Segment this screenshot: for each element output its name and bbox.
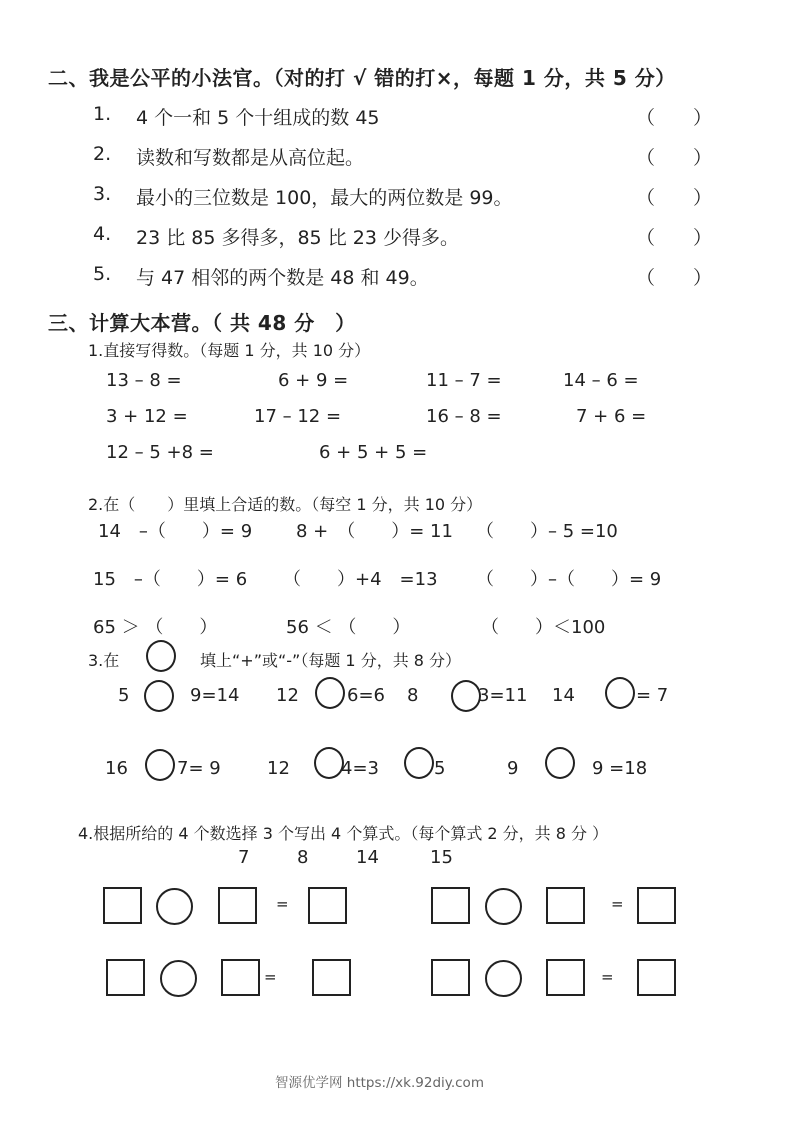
part3-title-a: 3.在 — [88, 651, 120, 670]
tf-item-5-num: 5. — [93, 263, 112, 285]
part4-title: 4.根据所给的 4 个数选择 3 个写出 4 个算式。（每个算式 2 分，共 8 分 ） — [78, 824, 609, 843]
tf-item-4-text: 23 比 85 多得多，85 比 23 少得多。 — [136, 227, 459, 249]
answer-box[interactable] — [546, 959, 585, 996]
footer-watermark: 智源优学网 https://xk.92diy.com — [275, 1075, 484, 1091]
operator-circle-1[interactable] — [144, 680, 174, 712]
tf-item-4-answer[interactable]: （ ） — [636, 227, 713, 249]
calc-eq-1: 13 – 8 = — [106, 370, 182, 391]
op-r2-d-right: 9 =18 — [592, 758, 648, 779]
answer-box[interactable] — [106, 959, 145, 996]
fill-eq-9[interactable]: （ ）＜100 — [481, 617, 606, 638]
op-r2-a-right: 7= 9 — [177, 758, 221, 779]
answer-box[interactable] — [312, 959, 351, 996]
fill-eq-5[interactable]: （ ）+4 =13 — [283, 569, 438, 590]
tf-item-4-num: 4. — [93, 223, 112, 245]
operator-circle-6[interactable] — [314, 747, 344, 779]
answer-box[interactable] — [308, 887, 347, 924]
equals-sign: = — [276, 895, 289, 913]
given-number-1: 7 — [238, 847, 250, 868]
answer-box[interactable] — [103, 887, 142, 924]
op-r2-c-right: 5 — [434, 758, 446, 779]
part3-title-b: 填上“+”或“-”（每题 1 分，共 8 分） — [200, 651, 462, 670]
tf-item-2-text: 读数和写数都是从高位起。 — [136, 147, 365, 169]
fill-eq-4[interactable]: 15 –（ ）= 6 — [93, 569, 248, 590]
op-r2-b-right: 4=3 — [341, 758, 379, 779]
operator-circle-7[interactable] — [404, 747, 434, 779]
tf-item-1-answer[interactable]: （ ） — [636, 107, 713, 129]
answer-box[interactable] — [546, 887, 585, 924]
op-r1-d-right: = 7 — [636, 685, 669, 706]
operator-circle-5[interactable] — [145, 749, 175, 781]
section2-title: 二、我是公平的小法官。（对的打 √ 错的打×，每题 1 分，共 5 分） — [48, 66, 676, 90]
calc-eq-10: 6 + 5 + 5 = — [319, 442, 428, 463]
equals-sign: = — [264, 968, 277, 986]
operator-circle-8[interactable] — [545, 747, 575, 779]
section3-title: 三、计算大本营。（ 共 48 分 ） — [48, 311, 356, 335]
tf-item-5-answer[interactable]: （ ） — [636, 267, 713, 289]
tf-item-2-answer[interactable]: （ ） — [636, 147, 713, 169]
op-r2-d-left: 9 — [507, 758, 519, 779]
tf-item-3-text: 最小的三位数是 100，最大的两位数是 99。 — [136, 187, 513, 209]
tf-item-1-num: 1. — [93, 103, 112, 125]
answer-box[interactable] — [431, 887, 470, 924]
calc-eq-2: 6 + 9 = — [278, 370, 349, 391]
calc-eq-4: 14 – 6 = — [563, 370, 639, 391]
fill-eq-1[interactable]: 14 –（ ）= 9 — [98, 521, 253, 542]
answer-box[interactable] — [637, 959, 676, 996]
fill-eq-7[interactable]: 65 ＞ （ ） — [93, 617, 218, 638]
op-r1-c-left: 8 — [407, 685, 419, 706]
given-number-3: 14 — [356, 847, 379, 868]
answer-box[interactable] — [637, 887, 676, 924]
calc-eq-9: 12 – 5 +8 = — [106, 442, 214, 463]
calc-eq-6: 17 – 12 = — [254, 406, 342, 427]
op-r2-b-left: 12 — [267, 758, 290, 779]
part2-title: 2.在（ ）里填上合适的数。（每空 1 分，共 10 分） — [88, 495, 483, 514]
equals-sign: = — [611, 895, 624, 913]
given-number-2: 8 — [297, 847, 309, 868]
op-r2-a-left: 16 — [105, 758, 128, 779]
op-r1-b-right: 6=6 — [347, 685, 385, 706]
fill-eq-6[interactable]: （ ）–（ ）= 9 — [476, 569, 662, 590]
op-r1-a-right: 9=14 — [190, 685, 240, 706]
operator-circle[interactable] — [485, 960, 522, 997]
op-r1-b-left: 12 — [276, 685, 299, 706]
fill-eq-3[interactable]: （ ）– 5 =10 — [476, 521, 618, 542]
operator-circle-4[interactable] — [605, 677, 635, 709]
calc-eq-8: 7 + 6 = — [576, 406, 647, 427]
equals-sign: = — [601, 968, 614, 986]
op-r1-a-left: 5 — [118, 685, 130, 706]
operator-circle[interactable] — [485, 888, 522, 925]
op-r1-d-left: 14 — [552, 685, 575, 706]
answer-box[interactable] — [431, 959, 470, 996]
calc-eq-7: 16 – 8 = — [426, 406, 502, 427]
tf-item-1-text: 4 个一和 5 个十组成的数 45 — [136, 107, 380, 129]
operator-circle-3[interactable] — [451, 680, 481, 712]
operator-circle-2[interactable] — [315, 677, 345, 709]
op-r1-c-right: 3=11 — [478, 685, 528, 706]
answer-box[interactable] — [218, 887, 257, 924]
tf-item-3-answer[interactable]: （ ） — [636, 187, 713, 209]
circle-symbol-icon — [146, 640, 176, 672]
calc-eq-3: 11 – 7 = — [426, 370, 502, 391]
fill-eq-2[interactable]: 8 + （ ）= 11 — [296, 521, 453, 542]
fill-eq-8[interactable]: 56 ＜ （ ） — [286, 617, 411, 638]
answer-box[interactable] — [221, 959, 260, 996]
operator-circle[interactable] — [156, 888, 193, 925]
operator-circle[interactable] — [160, 960, 197, 997]
tf-item-5-text: 与 47 相邻的两个数是 48 和 49。 — [136, 267, 429, 289]
calc-eq-5: 3 + 12 = — [106, 406, 188, 427]
part1-title: 1.直接写得数。（每题 1 分，共 10 分） — [88, 341, 371, 360]
tf-item-2-num: 2. — [93, 143, 112, 165]
given-number-4: 15 — [430, 847, 453, 868]
tf-item-3-num: 3. — [93, 183, 112, 205]
